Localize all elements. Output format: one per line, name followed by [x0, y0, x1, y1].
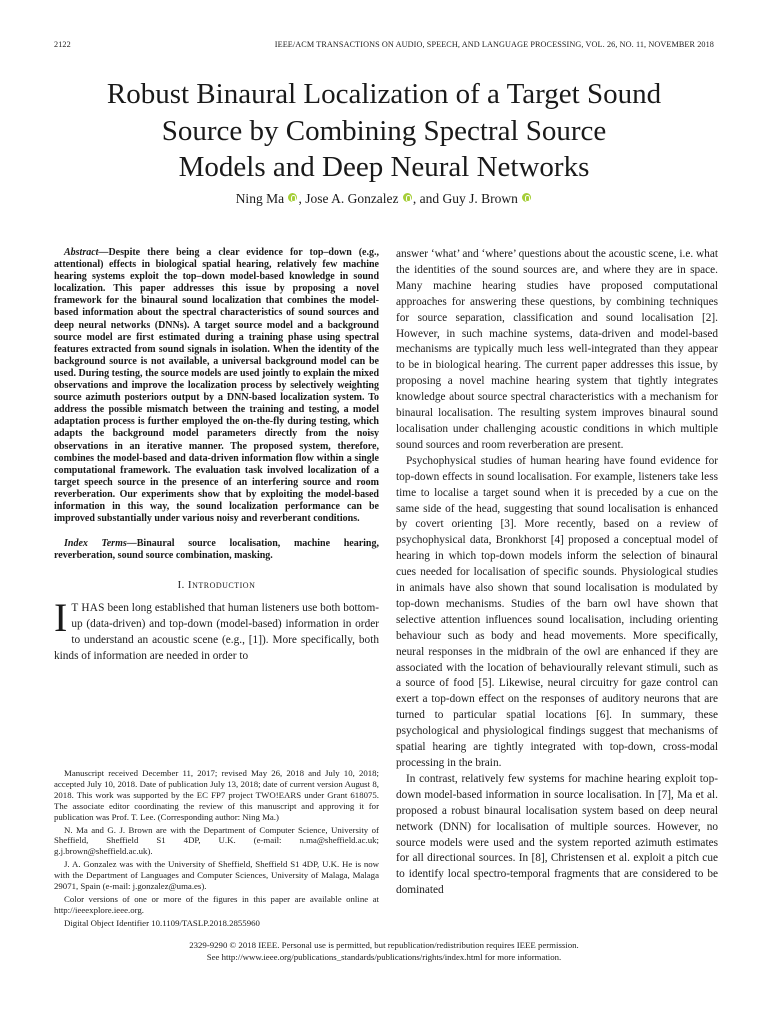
index-terms-label: Index Terms— [64, 538, 137, 550]
title-line-3: Models and Deep Neural Networks [178, 151, 590, 183]
author-list [54, 191, 714, 207]
abstract-label: Abstract— [64, 247, 109, 258]
orcid-icon[interactable] [522, 193, 531, 202]
intro-text: been long established that human listeners use both bottom-up (data-driven) and top-down (model-based) information in order to understand an acoustic scene (e.g., [1]). More specifically, both kinds of information are needed in order to [54, 602, 379, 663]
author-name: Ning Ma [235, 191, 285, 206]
copyright-line-2: See http://www.ieee.org/publications_standards/publications/rights/index.html for more information. [206, 951, 562, 962]
left-column [54, 247, 379, 665]
section-title: Introduction [187, 579, 256, 592]
title-line-1: Robust Binaural Localization of a Target Sound [106, 78, 662, 110]
orcid-icon[interactable] [288, 193, 297, 202]
drop-cap: I [54, 595, 68, 641]
right-column [396, 247, 718, 899]
journal-name: IEEE/ACM TRANSACTIONS ON AUDIO, SPEECH, AND LANGUAGE PROCESSING, VOL. 26, NO. 11, NOVEMBER 2018 [274, 40, 714, 49]
footnote-affiliation-2: J. A. Gonzalez was with the University of Sheffield, Sheffield S1 4DP, U.K. He is now with the Department of Languages and Computer Sciences, University of Malaga, Malaga 29071, Spain (e-mail: j.gonzalez@uma.es). [54, 859, 379, 892]
index-terms-text: Binaural source localisation, machine hearing, reverberation, sound source combination, masking. [54, 538, 379, 562]
paper-title [54, 76, 714, 186]
copyright-line-1: 2329-9290 © 2018 IEEE. Personal use is permitted, but republication/redistribution requires IEEE permission. [189, 940, 579, 950]
body-paragraph: Psychophysical studies of human hearing have found evidence for top-down effects in sound localisation. For example, listeners take less time to localise a target sound when it is preceded by a cue on the same side of the head, suggesting that sound localisation is enhanced by covert orienting [3]. More recently, based on a review of psychophysical data, Bronkhorst [4] proposed a conceptual model of hearing in which top-down models inform the selection of binaural cues needed for localisation of specific sounds. Physiological studies in animals have also shown that sound localisation is modulated by top-down mechanisms. Studies of the barn owl have shown that selective attention influences sound localisation, including orienting behaviour such as body and head movements. More specifically, neural responses in the midbrain of the owl are enhanced if they are associated with the location of behaviourally relevant stimuli, such as a source of food [5]. Likewise, neural circuitry for gaze control can exert a top-down effect on the responses of auditory neurons that are turned to particular spatial locations [6]. In summary, these psychological and physiological findings suggest that mechanisms of spatial hearing are tightly integrated with top-down, cross-modal processing in the brain. [396, 454, 718, 769]
footnotes [54, 768, 379, 931]
section-number: I. [177, 580, 188, 592]
footnote-manuscript: Manuscript received December 11, 2017; revised May 26, 2018 and July 10, 2018; accepted July 10, 2018. Date of publication July 13, 2018; date of current version August 8, 2018. This work was supported by the EC FP7 project TWO!EARS under Grant 618075. The associate editor coordinating the review of this manuscript and approving it for publication was Prof. T. Lee. (Corresponding author: Ning Ma.) [54, 768, 379, 822]
orcid-icon[interactable] [403, 193, 412, 202]
author-name: , Jose A. Gonzalez [298, 191, 399, 206]
body-paragraph: answer ‘what’ and ‘where’ questions about the acoustic scene, i.e. what the identities of the sound sources are, and where they are in space. Many machine hearing studies have proposed computational approaches for answering these questions, by combining techniques for source separation, classification and sound localisation [2]. However, in such machine systems, data-driven and model-based mechanisms are typically much less well-integrated than they appear to be in biological hearing. The current paper addresses this issue, by proposing a novel machine hearing system that tightly integrates knowledge about source spectral characteristics with a mechanism for binaural localisation. The resulting system improves binaural sound localisation under challenging acoustic conditions in which multiple sound sources and room reverberation are present. [396, 248, 718, 451]
running-header [54, 40, 714, 49]
footnote-doi: Digital Object Identifier 10.1109/TASLP.2018.2855960 [64, 917, 260, 928]
intro-paragraph [54, 595, 379, 665]
abstract-text: Despite there being a clear evidence for top–down (e.g., attentional) effects in biological spatial hearing, relatively few machine hearing systems exploit the top–down model-based knowledge in sound localization. This paper addresses this issue by proposing a novel framework for the binaural sound localization that combines the model-based information about the spectral characteristics of sound sources and deep neural networks (DNNs). A target source model and a background source model are first estimated during a training phase using spectral features extracted from sound signals in isolation. When the identity of the background source is not available, a universal background model can be used. During testing, the source models are used jointly to explain the mixed observations and improve the localization process by selectively weighting source azimuth posteriors output by a DNN-based localization system. To address the possible mismatch between the training and testing, a model adaptation process is further employed the on-the-fly during testing, which adapts the background model parameters directly from the noisy observations in an iterative manner. The proposed system, therefore, combines the model-based and data-driven information flow within a single computational framework. The evaluation task involved localization of a target speech source in the presence of an interfering source and room reverberation. Our experiments show that by exploiting the model-based information in this way, the sound localization performance can be improved substantially under various noisy and reverberant conditions. [54, 247, 379, 525]
footnote-color: Color versions of one or more of the figures in this paper are available online at http://ieeexplore.ieee.org. [54, 893, 379, 915]
page-number: 2122 [54, 40, 71, 49]
index-terms [54, 538, 379, 562]
abstract [54, 247, 379, 525]
intro-caps: T HAS [71, 602, 105, 615]
copyright-notice [54, 940, 714, 963]
body-paragraph: In contrast, relatively few systems for machine hearing exploit top-down model-based information in source localisation. In [7], Ma et al. proposed a robust binaural localisation system based on deep neural network (DNN) for localisation of multiple sources. However, no source models were used and the system reported azimuth estimates for all directional sources. In [8], Christensen et al. exploit a pitch cue to identify local spectro-temporal fragments that are considered to be dominated [396, 772, 718, 897]
author-name: , and Guy J. Brown [412, 191, 518, 206]
footnote-affiliation-1: N. Ma and G. J. Brown are with the Department of Computer Science, University of Sheffield, Sheffield S1 4DP, U.K. (e-mail: n.ma@sheffield.ac.uk; g.j.brown@sheffield.ac.uk). [54, 824, 379, 857]
section-heading [54, 579, 379, 591]
title-line-2: Source by Combining Spectral Source [161, 114, 607, 147]
